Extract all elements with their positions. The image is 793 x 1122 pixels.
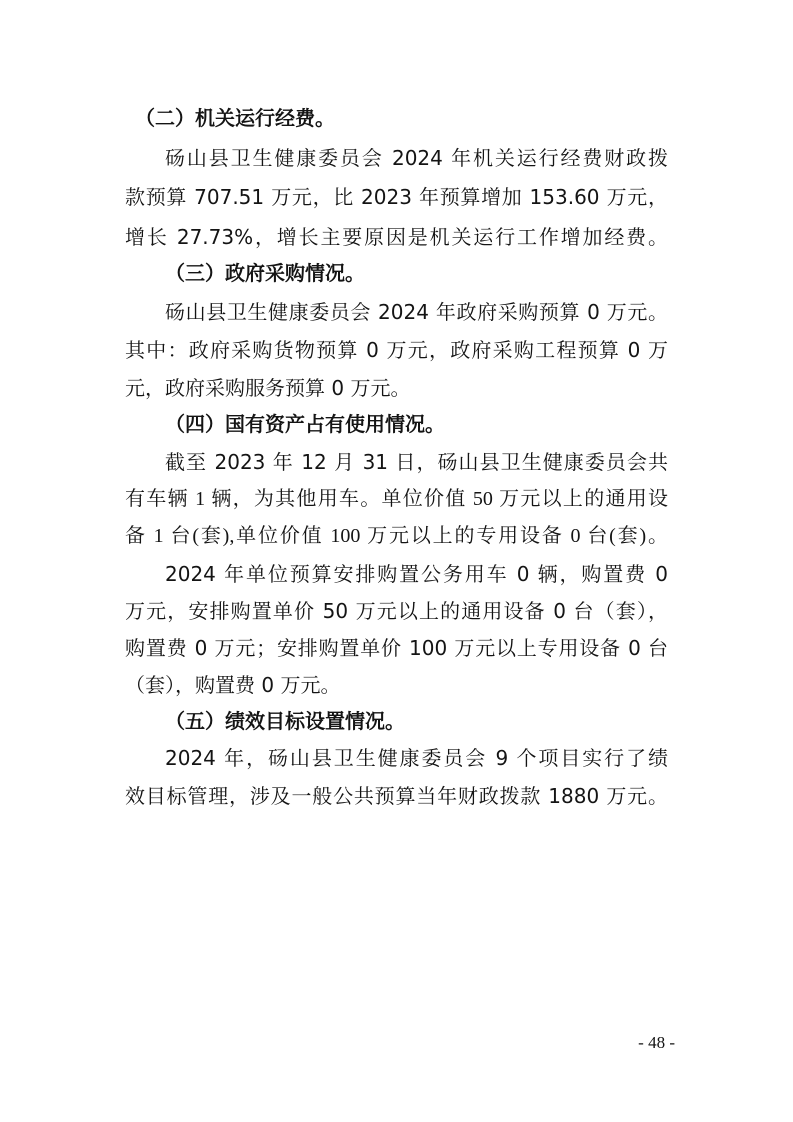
- body-line: 款预算 707.51 万元，比 2023 年预算增加 153.60 万元，: [125, 185, 668, 209]
- page-number: - 48 -: [638, 1033, 675, 1052]
- section-heading: （三）政府采购情况。: [165, 261, 365, 285]
- body-line: 2024 年，砀山县卫生健康委员会 9 个项目实行了绩: [165, 746, 668, 770]
- body-line: 2024 年单位预算安排购置公务用车 0 辆，购置费 0: [165, 562, 668, 586]
- body-line: 截至 2023 年 12 月 31 日，砀山县卫生健康委员会共: [165, 450, 668, 474]
- section-heading: （四）国有资产占有使用情况。: [165, 412, 445, 436]
- body-line: 效目标管理，涉及一般公共预算当年财政拨款 1880 万元。: [125, 784, 668, 808]
- body-line: 万元，安排购置单价 50 万元以上的通用设备 0 台（套），: [125, 599, 668, 623]
- body-line: 砀山县卫生健康委员会 2024 年机关运行经费财政拨: [165, 146, 668, 170]
- body-line: 备 1 台(套),单位价值 100 万元以上的专用设备 0 台(套)。: [125, 525, 668, 547]
- body-line: 增长 27.73%，增长主要原因是机关运行工作增加经费。: [125, 225, 668, 249]
- body-line: 有车辆 1 辆，为其他用车。单位价值 50 万元以上的通用设: [125, 488, 668, 510]
- section-heading: （二）机关运行经费。: [135, 106, 335, 130]
- section-heading: （五）绩效目标设置情况。: [165, 709, 405, 733]
- body-line: 其中：政府采购货物预算 0 万元，政府采购工程预算 0 万: [125, 338, 668, 362]
- body-line: 购置费 0 万元；安排购置单价 100 万元以上专用设备 0 台: [125, 636, 668, 660]
- body-line: 砀山县卫生健康委员会 2024 年政府采购预算 0 万元。: [165, 300, 668, 324]
- body-line: （套），购置费 0 万元。: [125, 673, 341, 697]
- body-line: 元，政府采购服务预算 0 万元。: [125, 376, 411, 400]
